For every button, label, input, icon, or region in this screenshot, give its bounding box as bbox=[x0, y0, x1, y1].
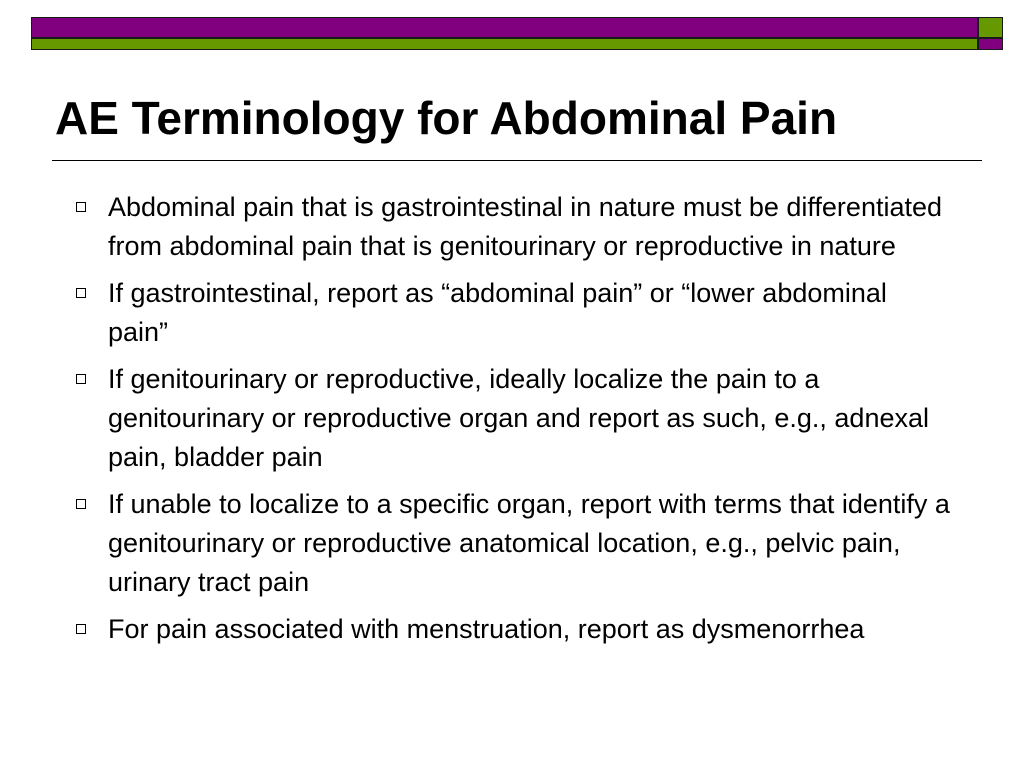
hollow-square-bullet-icon bbox=[76, 374, 86, 384]
bullet-item bbox=[71, 274, 951, 352]
bullet-item bbox=[71, 360, 951, 477]
header-square-purple bbox=[978, 38, 1003, 50]
slide-title: AE Terminology for Abdominal Pain bbox=[55, 92, 838, 144]
bullet-text: For pain associated with menstruation, report as dysmenorrhea bbox=[108, 614, 865, 644]
header-bar-green bbox=[31, 38, 978, 50]
hollow-square-bullet-icon bbox=[76, 624, 86, 634]
title-underline bbox=[52, 160, 982, 161]
bullet-item bbox=[71, 485, 951, 602]
hollow-square-bullet-icon bbox=[76, 499, 86, 509]
bullet-text: If genitourinary or reproductive, ideally localize the pain to a genitourinary or reproductive organ and report as such, e.g., adnexal pain, bladder pain bbox=[108, 364, 929, 472]
bullet-item bbox=[71, 188, 951, 266]
bullet-item bbox=[71, 610, 951, 649]
header-bar-purple bbox=[31, 17, 978, 38]
bullet-list bbox=[71, 188, 951, 657]
bullet-text: If unable to localize to a specific organ, report with terms that identify a genitourinary or reproductive anatomical location, e.g., pelvic pain, urinary tract pain bbox=[108, 489, 950, 597]
bullet-text: Abdominal pain that is gastrointestinal in nature must be differentiated from abdominal pain that is genitourinary or reproductive in nature bbox=[108, 192, 943, 261]
bullet-text: If gastrointestinal, report as “abdominal pain” or “lower abdominal pain” bbox=[108, 278, 887, 347]
header-square-green bbox=[978, 17, 1003, 38]
hollow-square-bullet-icon bbox=[76, 202, 86, 212]
hollow-square-bullet-icon bbox=[76, 288, 86, 298]
